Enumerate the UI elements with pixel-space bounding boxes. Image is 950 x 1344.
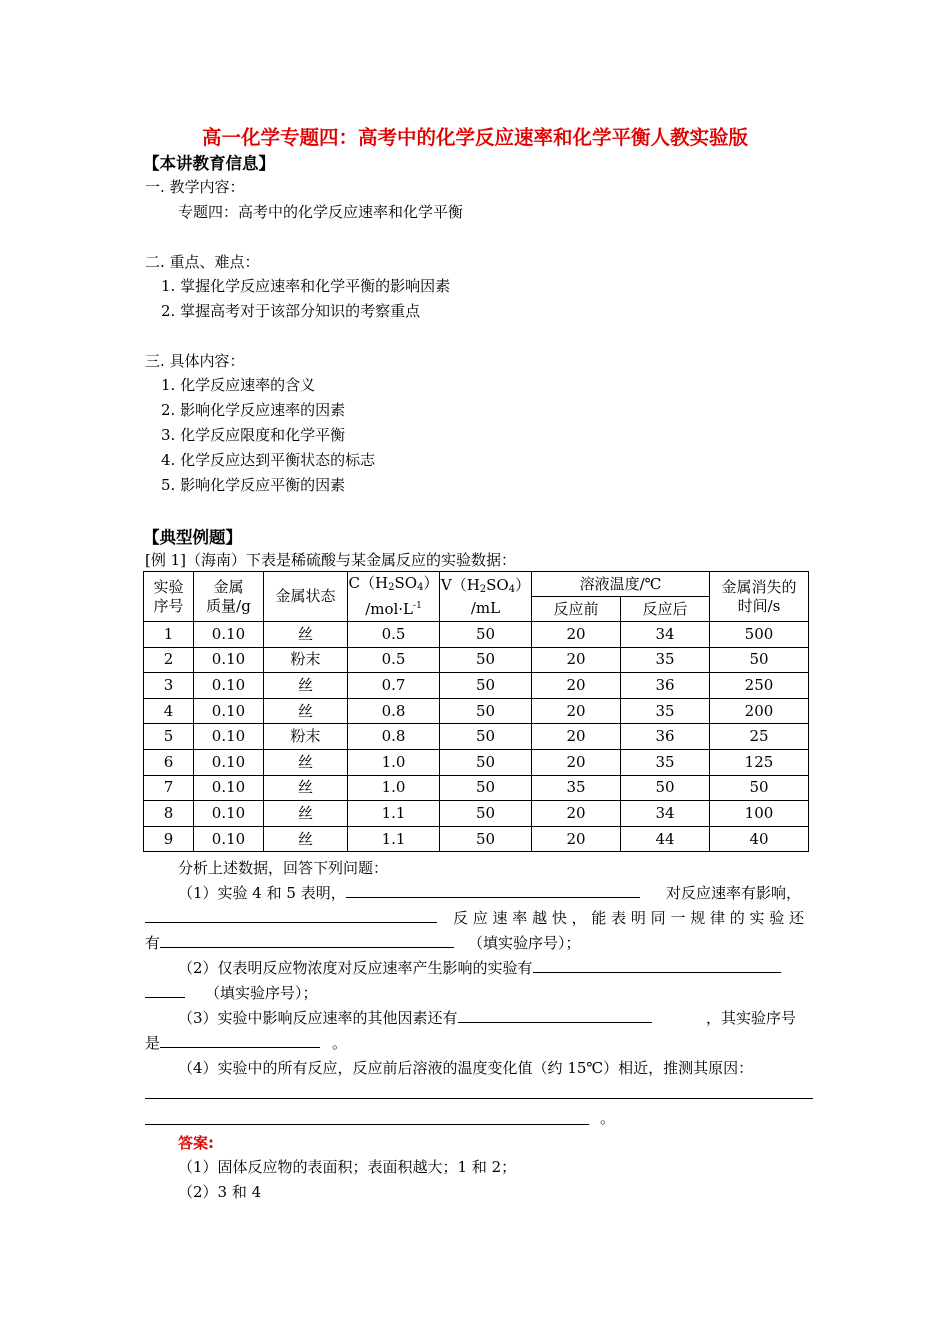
table-cell: 200 <box>710 698 809 724</box>
table-cell: 125 <box>710 749 809 775</box>
q4-answer-line <box>145 1124 589 1125</box>
header-seq: 实验 序号 <box>144 572 194 622</box>
table-cell: 0.10 <box>194 826 264 852</box>
q4-answer-line <box>145 1098 813 1099</box>
table-cell: 20 <box>532 801 621 827</box>
table-cell: 50 <box>440 622 532 648</box>
q4-end: 。 <box>600 1109 616 1127</box>
table-cell: 50 <box>440 749 532 775</box>
answer-label: 答案: <box>178 1134 214 1152</box>
table-cell: 50 <box>440 775 532 801</box>
q3-line1-end: ，其实验序号 <box>706 1009 797 1027</box>
table-row <box>144 724 809 750</box>
table-cell: 1.0 <box>348 749 440 775</box>
q1-line1: （1）实验 4 和 5 表明， <box>178 883 640 903</box>
table-cell: 1.1 <box>348 801 440 827</box>
q2-line2: （填实验序号）； <box>145 983 318 1003</box>
table-cell: 粉末 <box>264 724 348 750</box>
table-cell: 20 <box>532 698 621 724</box>
table-cell: 0.10 <box>194 724 264 750</box>
header-volume: $V(H_2SO_4)$ /mL <box>440 572 532 622</box>
table-cell: 20 <box>532 826 621 852</box>
table-row <box>144 673 809 699</box>
section3-item: 1. 化学反应速率的含义 <box>161 376 316 394</box>
q3-line2: 是 。 <box>145 1034 348 1052</box>
section2-heading: 二. 重点、难点： <box>145 253 260 271</box>
table-cell: 0.10 <box>194 775 264 801</box>
table-cell: 0.8 <box>348 724 440 750</box>
table-cell: 50 <box>440 647 532 673</box>
table-cell: 20 <box>532 749 621 775</box>
table-cell: 36 <box>621 673 710 699</box>
table-cell: 50 <box>440 673 532 699</box>
q1-line2-text: 反 应 速 率 越 快 ， 能 表 明 同 一 规 律 的 实 验 还 <box>453 909 805 927</box>
table-row <box>144 622 809 648</box>
table-cell: 34 <box>621 801 710 827</box>
experiment-table <box>143 571 809 852</box>
table-cell: 0.8 <box>348 698 440 724</box>
table-cell: 50 <box>440 826 532 852</box>
table-cell: 50 <box>440 698 532 724</box>
table-row <box>144 826 809 852</box>
table-cell: 50 <box>440 724 532 750</box>
table-cell: 0.10 <box>194 622 264 648</box>
questions-intro: 分析上述数据，回答下列问题： <box>178 859 389 877</box>
table-cell: 40 <box>710 826 809 852</box>
header-temp-before: 反应前 <box>532 597 621 622</box>
table-cell: 粉末 <box>264 647 348 673</box>
table-cell: 35 <box>621 647 710 673</box>
table-cell: 50 <box>440 801 532 827</box>
table-cell: 丝 <box>264 698 348 724</box>
section1-content: 专题四：高考中的化学反应速率和化学平衡 <box>178 203 464 221</box>
table-cell: 0.5 <box>348 622 440 648</box>
header-mass: 金属 质量/g <box>194 572 264 622</box>
page-title: 高一化学专题四：高考中的化学反应速率和化学平衡人教实验版 <box>201 126 748 149</box>
table-cell: 34 <box>621 622 710 648</box>
table-cell: 35 <box>532 775 621 801</box>
table-row <box>144 801 809 827</box>
q1-line3: 有 （填实验序号）； <box>145 934 581 952</box>
table-cell: 25 <box>710 724 809 750</box>
table-cell: 20 <box>532 724 621 750</box>
answer-line: （2）3 和 4 <box>178 1183 262 1201</box>
section3-item: 2. 影响化学反应速率的因素 <box>161 401 346 419</box>
table-cell: 50 <box>621 775 710 801</box>
section3-item: 4. 化学反应达到平衡状态的标志 <box>161 451 376 469</box>
table-row <box>144 775 809 801</box>
table-cell: 0.7 <box>348 673 440 699</box>
table-cell: 100 <box>710 801 809 827</box>
table-row <box>144 749 809 775</box>
header-time: 金属消失的 时间/s <box>710 572 809 622</box>
table-cell: 50 <box>710 647 809 673</box>
table-cell: 丝 <box>264 673 348 699</box>
example1-intro: [例 1]（海南）下表是稀硫酸与某金属反应的实验数据： <box>145 551 517 569</box>
header-state: 金属状态 <box>264 572 348 622</box>
table-cell: 1 <box>144 622 194 648</box>
table-cell: 0.10 <box>194 698 264 724</box>
table-cell: 0.10 <box>194 749 264 775</box>
table-cell: 1.0 <box>348 775 440 801</box>
table-cell: 丝 <box>264 622 348 648</box>
table-cell: 丝 <box>264 801 348 827</box>
table-cell: 35 <box>621 749 710 775</box>
q1-line1-end: 对反应速率有影响， <box>666 884 802 902</box>
table-cell: 4 <box>144 698 194 724</box>
table-cell: 20 <box>532 622 621 648</box>
table-cell: 500 <box>710 622 809 648</box>
table-cell: 0.5 <box>348 647 440 673</box>
q3-line1: （3）实验中影响反应速率的其他因素还有 <box>178 1008 652 1028</box>
section3-item: 5. 影响化学反应平衡的因素 <box>161 476 346 494</box>
q2-line1: （2）仅表明反应物浓度对反应速率产生影响的实验有 <box>178 958 781 978</box>
table-cell: 丝 <box>264 749 348 775</box>
table-cell: 丝 <box>264 826 348 852</box>
answer-line: （1）固体反应物的表面积；表面积越大；1 和 2； <box>178 1158 517 1176</box>
table-cell: 8 <box>144 801 194 827</box>
table-cell: 20 <box>532 647 621 673</box>
table-cell: 0.10 <box>194 647 264 673</box>
table-cell: 36 <box>621 724 710 750</box>
info-header: 【本讲教育信息】 <box>143 154 275 173</box>
table-cell: 250 <box>710 673 809 699</box>
header-concentration: $C(H_2SO_4)$ $/mol\cdot L^{-1}$ <box>348 572 440 622</box>
table-cell: 丝 <box>264 775 348 801</box>
table-row <box>144 647 809 673</box>
section2-item: 2. 掌握高考对于该部分知识的考察重点 <box>161 302 421 320</box>
table-cell: 20 <box>532 673 621 699</box>
table-cell: 6 <box>144 749 194 775</box>
table-cell: 1.1 <box>348 826 440 852</box>
header-temp-after: 反应后 <box>621 597 710 622</box>
table-cell: 0.10 <box>194 801 264 827</box>
section2-item: 1. 掌握化学反应速率和化学平衡的影响因素 <box>161 277 451 295</box>
table-cell: 9 <box>144 826 194 852</box>
examples-header: 【典型例题】 <box>143 528 242 547</box>
table-cell: 2 <box>144 647 194 673</box>
table-cell: 0.10 <box>194 673 264 699</box>
table-row <box>144 698 809 724</box>
section3-heading: 三. 具体内容： <box>145 352 245 370</box>
table-cell: 50 <box>710 775 809 801</box>
q4-line1: （4）实验中的所有反应，反应前后溶液的温度变化值（约 15℃）相近，推测其原因： <box>178 1059 754 1077</box>
table-cell: 3 <box>144 673 194 699</box>
section1-heading: 一. 教学内容： <box>145 178 245 196</box>
table-cell: 7 <box>144 775 194 801</box>
section3-item: 3. 化学反应限度和化学平衡 <box>161 426 346 444</box>
header-temperature: 溶液温度/℃ <box>532 572 710 597</box>
table-cell: 5 <box>144 724 194 750</box>
table-cell: 35 <box>621 698 710 724</box>
q1-line2 <box>145 908 437 928</box>
table-cell: 44 <box>621 826 710 852</box>
